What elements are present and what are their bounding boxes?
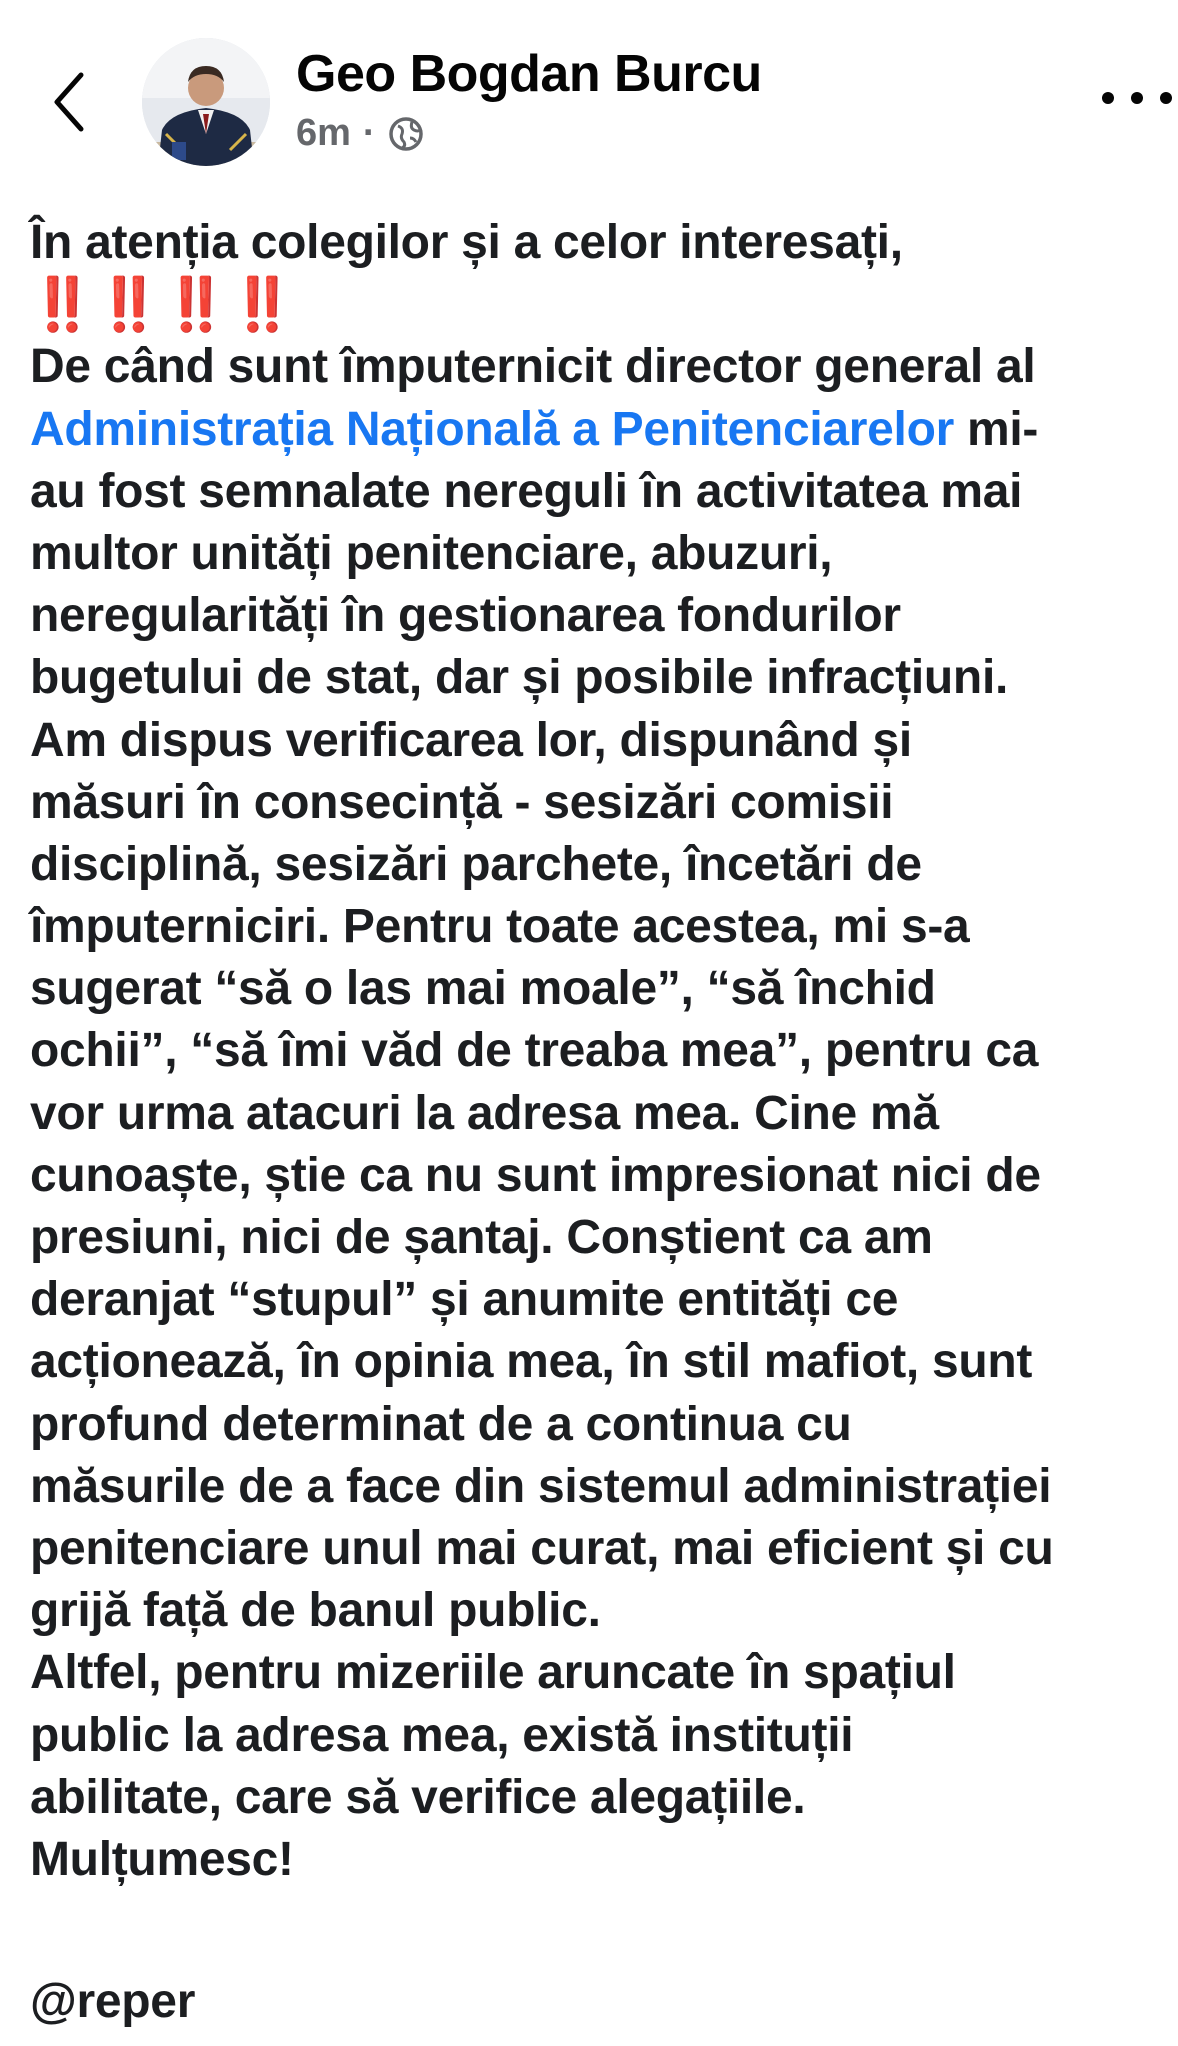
post-line: presiuni, nici de șantaj. Conștient ca am — [30, 1211, 933, 1264]
post-line: multor unități penitenciare, abuzuri, — [30, 526, 833, 580]
avatar[interactable] — [142, 38, 270, 166]
more-options-button[interactable] — [1102, 78, 1172, 118]
post-line: Am dispus verificarea lor, dispunând și — [30, 713, 912, 767]
post-line — [30, 399, 1178, 461]
post-header — [0, 0, 1178, 180]
post-line: ochii”, “să îmi văd de treaba mea”, pentru ca — [30, 1024, 1039, 1078]
more-horizontal-icon — [1102, 92, 1114, 104]
meta-separator: · — [362, 112, 376, 154]
author-name[interactable]: Geo Bogdan Burcu — [296, 45, 762, 103]
post-line: cunoaște, știe ca nu sunt impresionat nici de — [30, 1148, 1041, 1202]
post-line: grijă față de banul public. — [30, 1584, 601, 1638]
post-line: Altfel, pentru mizeriile aruncate în spațiul — [30, 1646, 956, 1700]
post-line: public la adresa mea, există instituții — [30, 1708, 854, 1762]
chevron-left-icon — [49, 69, 89, 135]
post-line: abilitate, care să verifice alegațiile. — [30, 1770, 806, 1824]
post-body — [30, 212, 1178, 1891]
post-line: profund determinat de a continua cu — [30, 1397, 852, 1451]
post-line: bugetului de stat, dar și posibile infracțiuni. — [30, 651, 1009, 705]
post-line: acționează, în opinia mea, în stil mafiot, sunt — [30, 1335, 1033, 1389]
post-line: penitenciare unul mai curat, mai eficient și cu — [30, 1521, 1054, 1575]
post-line: au fost semnalate nereguli în activitatea mai — [30, 464, 1023, 518]
post-line-text: mi- — [953, 402, 1039, 456]
post-line: vor urma atacuri la adresa mea. Cine mă — [30, 1086, 939, 1140]
globe-icon[interactable] — [388, 116, 424, 152]
post-line: În atenția colegilor și a celor interesați, — [30, 216, 903, 269]
post-line: neregularități în gestionarea fondurilor — [30, 589, 901, 643]
post-line: sugerat “să o las mai moale”, “să închid — [30, 962, 936, 1016]
post-meta — [296, 112, 424, 155]
post-line: măsuri în consecință - sesizări comisii — [30, 775, 894, 829]
post-time[interactable]: 6m — [296, 112, 351, 154]
post-line: măsurile de a face din sistemul administrației — [30, 1459, 1052, 1513]
post-line: disciplină, sesizări parchete, încetări de — [30, 837, 922, 891]
double-exclamation-emoji: ‼️‼️‼️‼️ — [30, 276, 297, 335]
page-mention-link[interactable]: Administrația Națională a Penitenciarelor — [30, 402, 954, 456]
post-line: deranjat “stupul” și anumite entități ce — [30, 1273, 899, 1327]
post-line: De când sunt împuternicit director general al — [30, 340, 1036, 394]
mention-tag[interactable]: @reper — [30, 1975, 196, 2028]
back-button[interactable] — [44, 62, 94, 142]
post-line: împuterniciri. Pentru toate acestea, mi s-a — [30, 900, 970, 954]
profile-photo — [142, 38, 270, 166]
post-line: Mulțumesc! — [30, 1832, 294, 1886]
